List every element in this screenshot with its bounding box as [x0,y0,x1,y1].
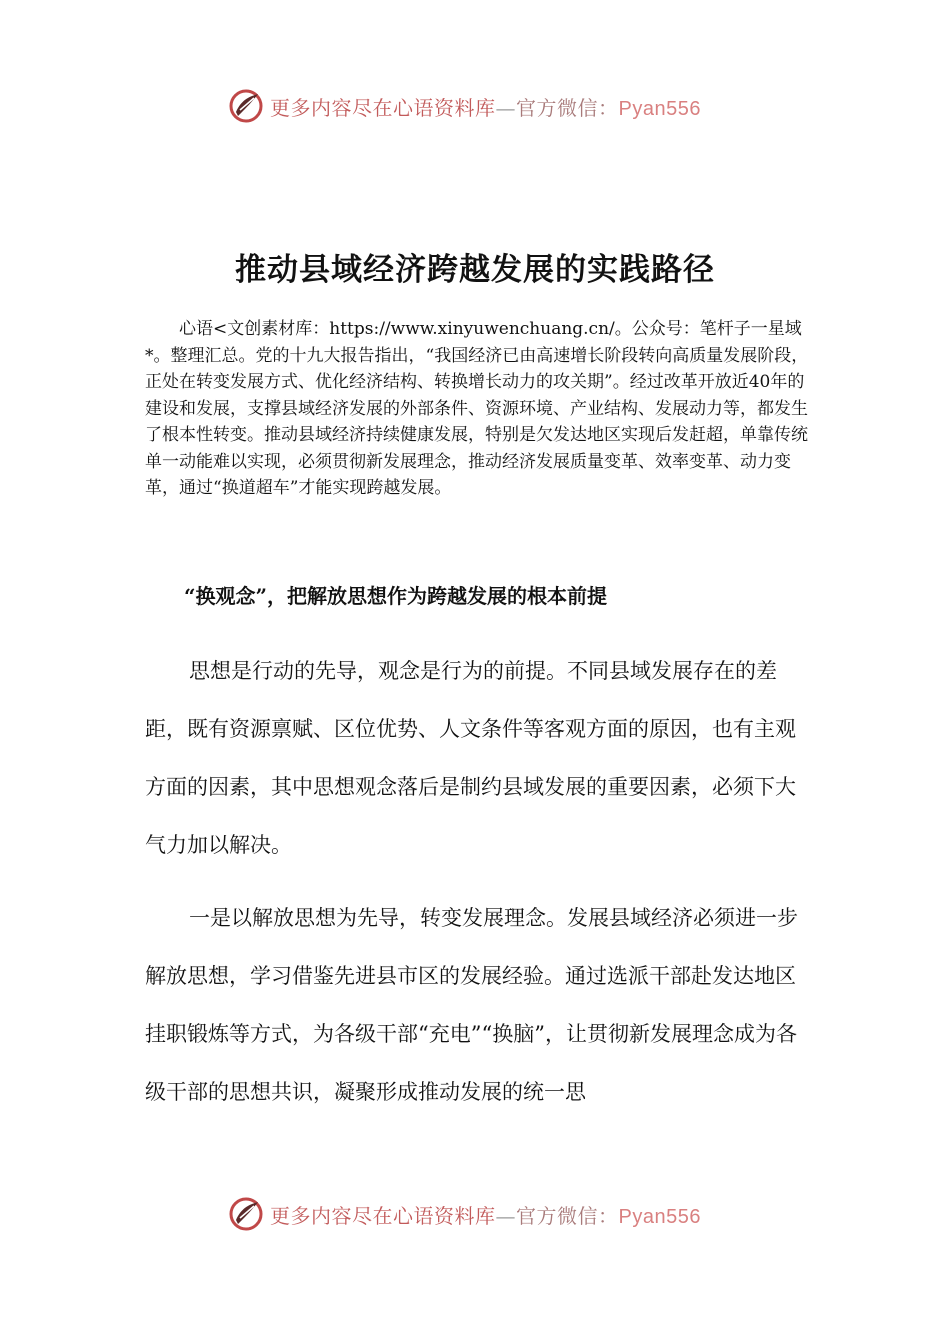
intro-paragraph: 心语<文创素材库：https://www.xinyuwenchuang.cn/。公众号：笔杆子一星域*。整理汇总。党的十九大报告指出，“我国经济已由高速增长阶段转向高质量发展阶段，正处在转变发展方式、优化经济结构、转换增长动力的攻关期”。经过改革开放近40年的建设和发展，支撑县域经济发展的外部条件、资源环境、产业结构、发展动力等，都发生了根本性转变。推动县域经济持续健康发展，特别是欠发达地区实现后发赶超，单靠传统单一动能难以实现，必须贯彻新发展理念，推动经济发展质量变革、效率变革、动力变革，通过“换道超车”才能实现跨越发展。 [145,319,809,498]
article-title: 推动县域经济跨越发展的实践路径 [235,252,715,288]
banner-wechat-id: Pyan556 [618,1205,701,1228]
banner-slogan: 更多内容尽在心语资料库 [270,95,496,120]
banner-wechat-label: 官方微信： [516,95,619,120]
header-banner [228,86,748,126]
logo-icon [228,1196,264,1232]
banner-wechat-id: Pyan556 [618,97,701,120]
body-paragraph: 思想是行动的先导，观念是行为的前提。不同县域发展存在的差距，既有资源禀赋、区位优势、人文条件等客观方面的原因，也有主观方面的因素，其中思想观念落后是制约县域发展的重要因素，必须下大气力加以解决。 [145,659,796,857]
section-heading: “换观念”，把解放思想作为跨越发展的根本前提 [184,584,608,608]
banner-wechat-label: 官方微信： [516,1203,619,1228]
banner-text [270,1200,701,1229]
banner-separator: — [495,95,516,120]
banner-slogan: 更多内容尽在心语资料库 [270,1203,496,1228]
body-paragraph: 一是以解放思想为先导，转变发展理念。发展县域经济必须进一步解放思想，学习借鉴先进县市区的发展经验。通过选派干部赴发达地区挂职锻炼等方式，为各级干部“充电”“换脑”，让贯彻新发展理念成为各级干部的思想共识，凝聚形成推动发展的统一思 [145,906,798,1104]
banner-text [270,92,701,121]
footer-banner [228,1194,748,1234]
banner-separator: — [495,1203,516,1228]
logo-icon [228,88,264,124]
